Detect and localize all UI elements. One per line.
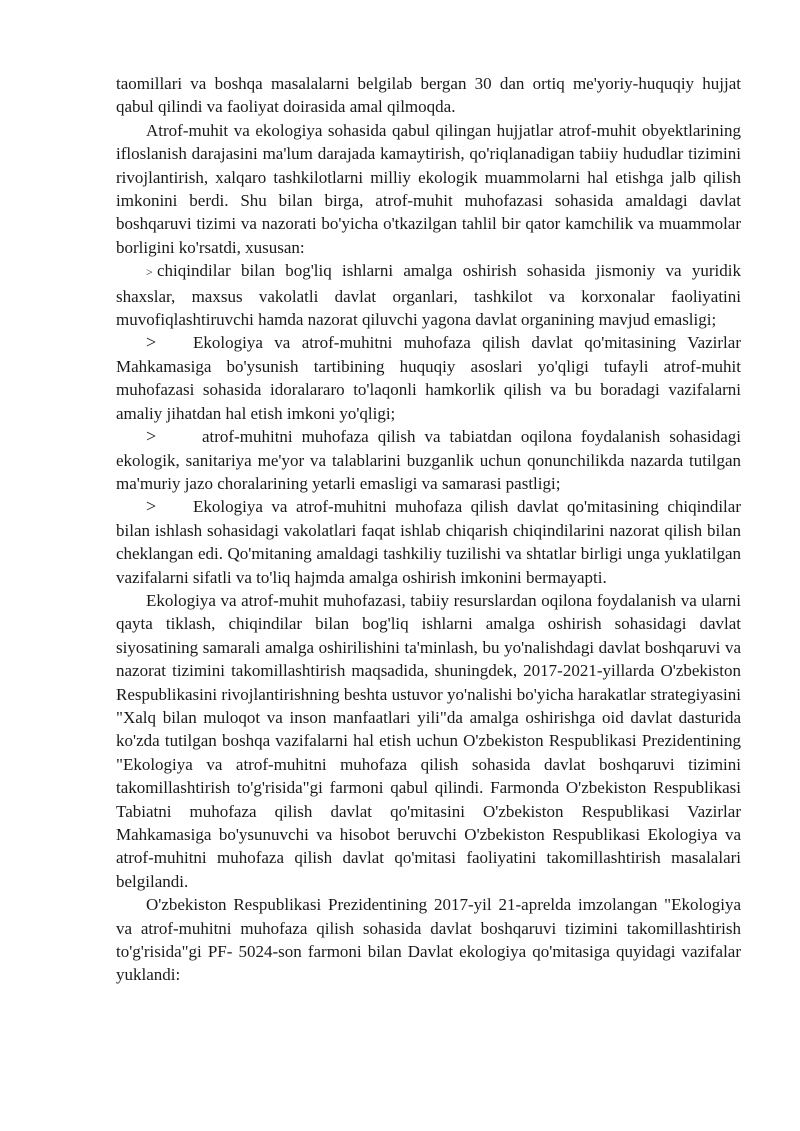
bullet-arrow-icon: >: [146, 265, 153, 280]
list-item: [116, 495, 741, 589]
list-item: [116, 425, 741, 495]
bullet-arrow-icon: >: [146, 332, 157, 353]
document-page: [116, 72, 741, 987]
paragraph-body: Ekologiya va atrof-muhit muhofazasi, tabiiy resurslardan oqilona foydalanish va ularni qayta tiklash, chiqindilar bilan bog'liq ishlarni amalga oshirish sohasidagi davlat siyosatining samarali amalga oshirilishini ta'minlash, bu yo'nalishdagi davlat boshqaruvi va nazorat tizimini takomillashtirish maqsadida, shuningdek, 2017-2021-yillarda O'zbekiston Respublikasini rivojlantirishning beshta ustuvor yo'nalishi bo'yicha harakatlar strategiyasini "Xalq bilan muloqot va inson manfaatlari yili"da amalga oshirishga oid davlat dasturida ko'zda tutilgan boshqa vazifalarni hal etish uchun O'zbekiston Respublikasi Prezidentining "Ekologiya va atrof-muhitni muhofaza qilish sohasida davlat boshqaruvi tizimini takomillashtirish to'g'risida"gi farmoni qabul qilindi. Farmonda O'zbekiston Respublikasi Tabiatni muhofaza qilish davlat qo'mitasini O'zbekiston Respublikasi Vazirlar Mahkamasiga bo'ysunuvchi va hisobot beruvchi O'zbekiston Respublikasi Ekologiya va atrof-muhitni muhofaza qilish davlat qo'mitasi faoliyatini takomillashtirish masalalari belgilandi.: [116, 590, 741, 891]
list-item: [116, 259, 741, 331]
paragraph-closing: O'zbekiston Respublikasi Prezidentining 2017-yil 21-aprelda imzolangan "Ekologiya va atrof-muhitni muhofaza qilish sohasida davlat boshqaruvi tizimini takomillashtirish to'g'risida"gi PF- 5024-son farmoni bilan Davlat ekologiya qo'mitasiga quyidagi vazifalar yuklandi:: [116, 895, 741, 985]
paragraph-intro: Atrof-muhit va ekologiya sohasida qabul qilingan hujjatlar atrof-muhit obyektlarining ifloslanish darajasini ma'lum darajada kamaytirish, qo'riqlanadigan tabiiy hududlar tizimini rivojlantirish, xalqaro tashkilotlarni milliy ekologik muammolarni hal etishga jalb qilish imkonini berdi. Shu bilan birga, atrof-muhit muhofazasi sohasida amaldagi davlat boshqaruvi tizimi va nazorati bo'yicha o'tkazilgan tahlil bir qator kamchilik va muammolar borligini ko'rsatdi, xususan:: [116, 120, 741, 257]
paragraph-continuation: taomillari va boshqa masalalarni belgilab bergan 30 dan ortiq me'yoriy-huquqiy hujjat qabul qilindi va faoliyat doirasida amal qilmoqda.: [116, 74, 741, 117]
list-item-text: atrof-muhitni muhofaza qilish va tabiatdan oqilona foydalanish sohasidagi ekologik, sanitariya me'yor va talablarini buzganlik uchun qonunchilikda nazarda tutilgan ma'muriy jazo choralarining yetarli emasligi va samarasi pastligi;: [116, 427, 741, 493]
bullet-arrow-icon: >: [146, 496, 157, 517]
bullet-arrow-icon: >: [146, 426, 157, 447]
list-item: [116, 331, 741, 425]
list-item-text: Ekologiya va atrof-muhitni muhofaza qilish davlat qo'mitasining Vazirlar Mahkamasiga bo'ysunish tartibining huquqiy asoslari yo'qligi tufayli atrof-muhit muhofazasi sohasida idoralararo to'laqonli hamkorlik qilish va bu boradagi vazifalarni amaliy jihatdan hal etish imkoni yo'qligi;: [116, 333, 741, 423]
list-item-text: Ekologiya va atrof-muhitni muhofaza qilish davlat qo'mitasining chiqindilar bilan ishlash sohasidagi vakolatlari faqat ishlab chiqarish chiqindilarini nazorat qilish bilan cheklangan edi. Qo'mitaning amaldagi tashkiliy tuzilishi va shtatlar birligi unga yuklatilgan vazifalarni sifatli va to'liq hajmda amalga oshirish imkonini bermayapti.: [116, 497, 741, 587]
list-item-text: chiqindilar bilan bog'liq ishlarni amalga oshirish sohasida jismoniy va yuridik shaxslar, maxsus vakolatli davlat organlari, tashkilot va korxonalar faoliyatini muvofiqlashtiruvchi hamda nazorat qiluvchi yagona davlat organining mavjud emasligi;: [116, 261, 741, 330]
